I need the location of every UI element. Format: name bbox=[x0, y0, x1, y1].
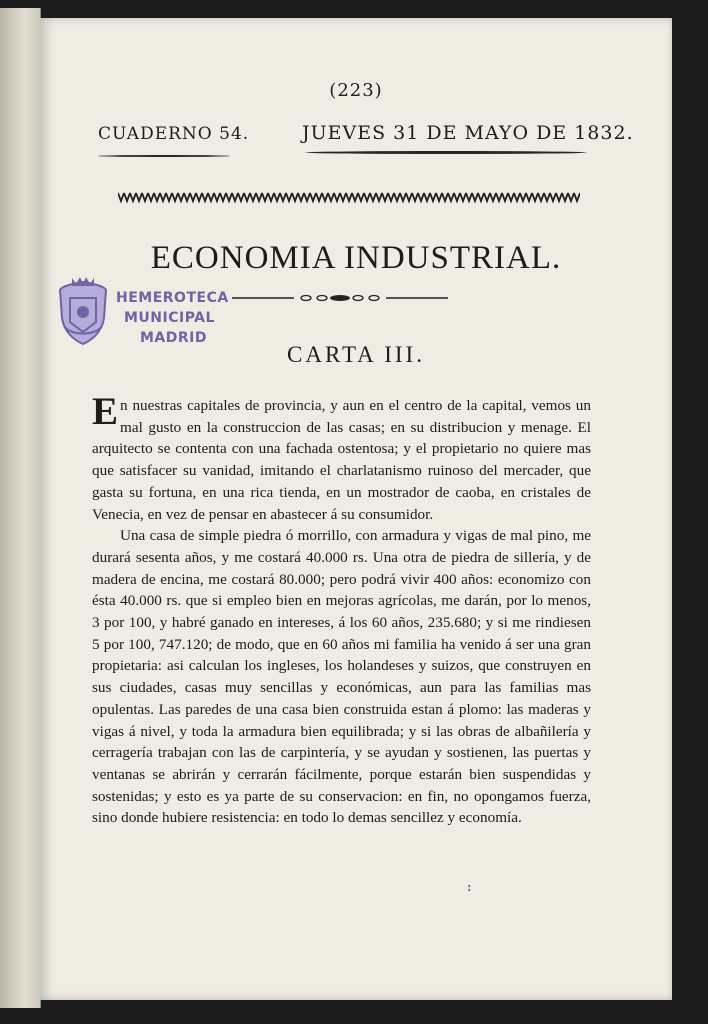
paragraph-1-text: n nuestras capitales de provincia, y aun en el centro de la capital, vemos un mal gusto en la construccion de las casas; en su distribucion y menage. El arquitecto se contenta con una fachada ostentosa; y el propietario no quiere mas que satisfacer su vanidad, imitando el charlatanismo ruinoso del mercader, que gasta su fortuna, en una rica tienda, en un mostrador de caoba, en cristales de Venecia, en vez de pensar en abastecer á su consumidor. bbox=[92, 397, 591, 523]
stamp-line-2: MUNICIPAL bbox=[124, 310, 215, 326]
paragraph-1 bbox=[92, 390, 591, 525]
paragraph-2: Una casa de simple piedra ó morrillo, con armadura y vigas de mal pino, me durará sesenta años, y me costará 40.000 rs. Una otra de piedra de sillería, y de madera de encina, me costará 80.000; pero podrá vivir 400 años: economizo con ésta 40.000 rs. que si empleo bien en mejoras agrícolas, me darán, por lo menos, 3 por 100, y habré ganado en intereses, á los 60 años, 235.680; y si me rindiesen 5 por 100, 747.120; de modo, que en 60 años mi familia ha venido á ser una gran propietaria: asi calculan los ingleses, los holandeses y suizos, que construyen en sus ciudades, casas muy sencillas y económicas, aun para las familias mas opulentas. Las paredes de una casa bien construida estan á plomo: las maderas y vigas á nivel, y toda la armadura bien equilibrada; y si las obras de albañilería y cerragería trabajan con las de carpintería, y se ayudan y sostienen, las puertas y ventanas se abrirán y cerrarán fácilmente, porque estarán bien suspendidas y sostenidas; y esto es ya parte de su conservacion: en fin, no opongamos fuerza, sino donde hubiere resistencia: en todo lo demas sencillez y economía. bbox=[92, 527, 591, 827]
stamp-line-3: MADRID bbox=[140, 330, 207, 346]
page-number: (223) bbox=[329, 80, 383, 101]
footer-mark: : bbox=[467, 880, 472, 895]
zigzag-divider bbox=[118, 190, 580, 204]
library-stamp bbox=[54, 276, 244, 350]
document-page bbox=[40, 18, 672, 1000]
stamp-line-1: HEMEROTECA bbox=[116, 290, 229, 306]
issue-date: JUEVES 31 DE MAYO DE 1832. bbox=[302, 122, 634, 144]
section-title: ECONOMIA INDUSTRIAL. bbox=[150, 240, 562, 276]
previous-page-edge bbox=[0, 8, 41, 1008]
coat-of-arms-icon bbox=[54, 276, 112, 346]
issue-number: CUADERNO 54. bbox=[98, 124, 250, 144]
header-rule-right bbox=[305, 151, 587, 154]
letter-title: CARTA III. bbox=[287, 342, 425, 367]
article-body bbox=[92, 390, 591, 829]
ornamental-divider bbox=[230, 291, 450, 305]
header-rule-left bbox=[98, 155, 230, 157]
drop-cap: E bbox=[92, 390, 119, 433]
